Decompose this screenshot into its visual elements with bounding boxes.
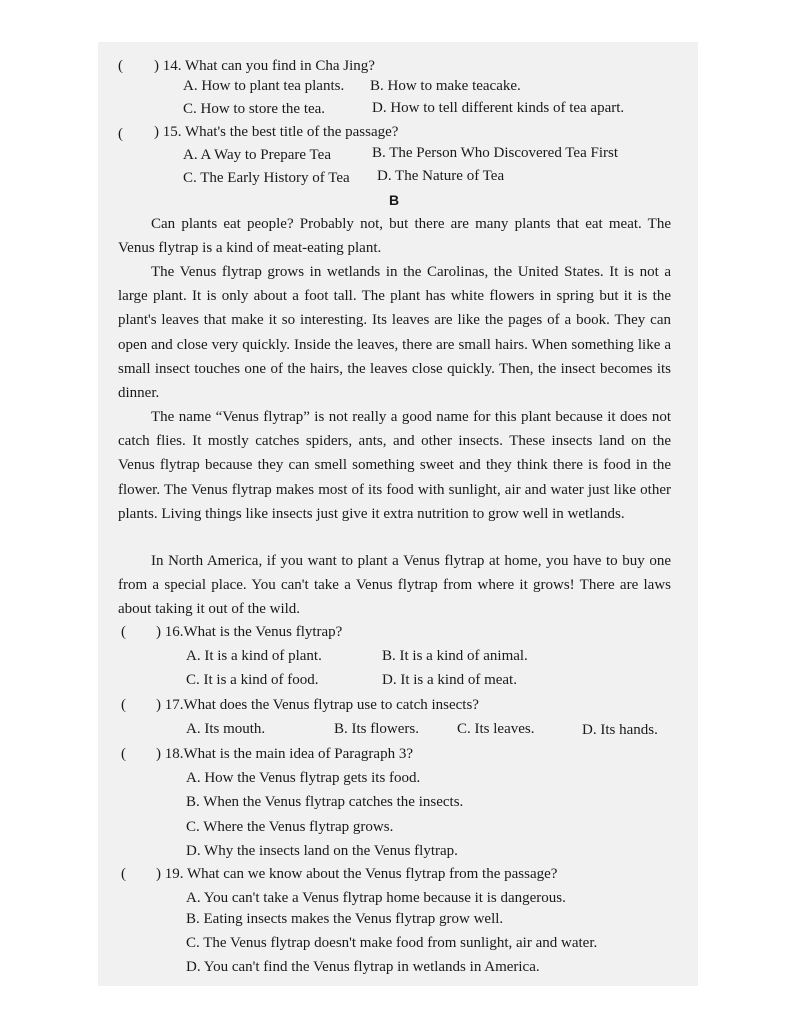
q16-option-a: A. It is a kind of plant. (186, 648, 322, 664)
q14-option-d: D. How to tell different kinds of tea apart. (372, 100, 625, 116)
q18-option-b: B. When the Venus flytrap catches the insects. (186, 794, 464, 810)
section-label: B (389, 192, 400, 208)
question-14-stem: ) 14. What can you find in Cha Jing? (154, 58, 375, 74)
q17-option-a: A. Its mouth. (186, 721, 266, 737)
q18-option-d: D. Why the insects land on the Venus flytrap. (186, 843, 458, 859)
answer-paren: ( (121, 866, 126, 882)
question-15-stem: ) 15. What's the best title of the passage? (154, 124, 399, 140)
q19-option-b: B. Eating insects makes the Venus flytrap grow well. (186, 911, 504, 927)
answer-paren: ( (118, 58, 123, 74)
question-16-stem: ) 16.What is the Venus flytrap? (156, 624, 343, 640)
q14-option-c: C. How to store the tea. (183, 101, 326, 117)
q19-option-c: C. The Venus flytrap doesn't make food from sunlight, air and water. (186, 935, 598, 951)
q14-option-a: A. How to plant tea plants. (183, 78, 345, 94)
passage-paragraph-2: The Venus flytrap grows in wetlands in the Carolinas, the United States. It is not a large plant. It is only about a foot tall. The plant has white flowers in spring but it is the plant's leaves that make it so interesting. Its leaves are like the pages of a book. They can open and close very quickly. Inside the leaves, there are small hairs. When something like a small insect touches one of the hairs, the leaves close quickly. Then, the insect becomes its dinner. (118, 264, 671, 402)
q19-option-a: A. You can't take a Venus flytrap home because it is dangerous. (186, 890, 566, 906)
passage-paragraph-4: In North America, if you want to plant a Venus flytrap at home, you have to buy one from a special place. You can't take a Venus flytrap from where it grows! There are laws about taking it out of the wild. (118, 553, 671, 618)
passage-paragraph-1: Can plants eat people? Probably not, but there are many plants that eat meat. The Venus flytrap is a kind of meat-eating plant. (118, 216, 671, 257)
q17-option-c: C. Its leaves. (457, 721, 535, 737)
q17-option-b: B. Its flowers. (334, 721, 419, 737)
q14-option-b: B. How to make teacake. (370, 78, 521, 94)
passage-paragraph-3: The name “Venus flytrap” is not really a good name for this plant because it does not catch flies. It mostly catches spiders, ants, and other insects. These insects land on the Venus flytrap because they can smell something sweet and they think there is food in the flower. The Venus flytrap makes most of its food with sunlight, air and water just like other plants. Living things like insects just give it extra nutrition to grow well in wetlands. (118, 409, 671, 522)
q18-option-a: A. How the Venus flytrap gets its food. (186, 770, 421, 786)
q16-option-d: D. It is a kind of meat. (382, 672, 517, 688)
q16-option-c: C. It is a kind of food. (186, 672, 319, 688)
q16-option-b: B. It is a kind of animal. (382, 648, 528, 664)
q15-option-b: B. The Person Who Discovered Tea First (372, 145, 618, 161)
answer-paren: ( (118, 126, 123, 142)
q19-option-d: D. You can't find the Venus flytrap in wetlands in America. (186, 959, 540, 975)
answer-paren: ( (121, 746, 126, 762)
answer-paren: ( (121, 624, 126, 640)
question-17-stem: ) 17.What does the Venus flytrap use to catch insects? (156, 697, 479, 713)
answer-paren: ( (121, 697, 126, 713)
q15-option-d: D. The Nature of Tea (377, 168, 505, 184)
question-18-stem: ) 18.What is the main idea of Paragraph 3? (156, 746, 413, 762)
q15-option-c: C. The Early History of Tea (183, 170, 350, 186)
q17-option-d: D. Its hands. (582, 722, 658, 738)
q18-option-c: C. Where the Venus flytrap grows. (186, 819, 394, 835)
question-19-stem: ) 19. What can we know about the Venus flytrap from the passage? (156, 866, 558, 882)
q15-option-a: A. A Way to Prepare Tea (183, 147, 331, 163)
